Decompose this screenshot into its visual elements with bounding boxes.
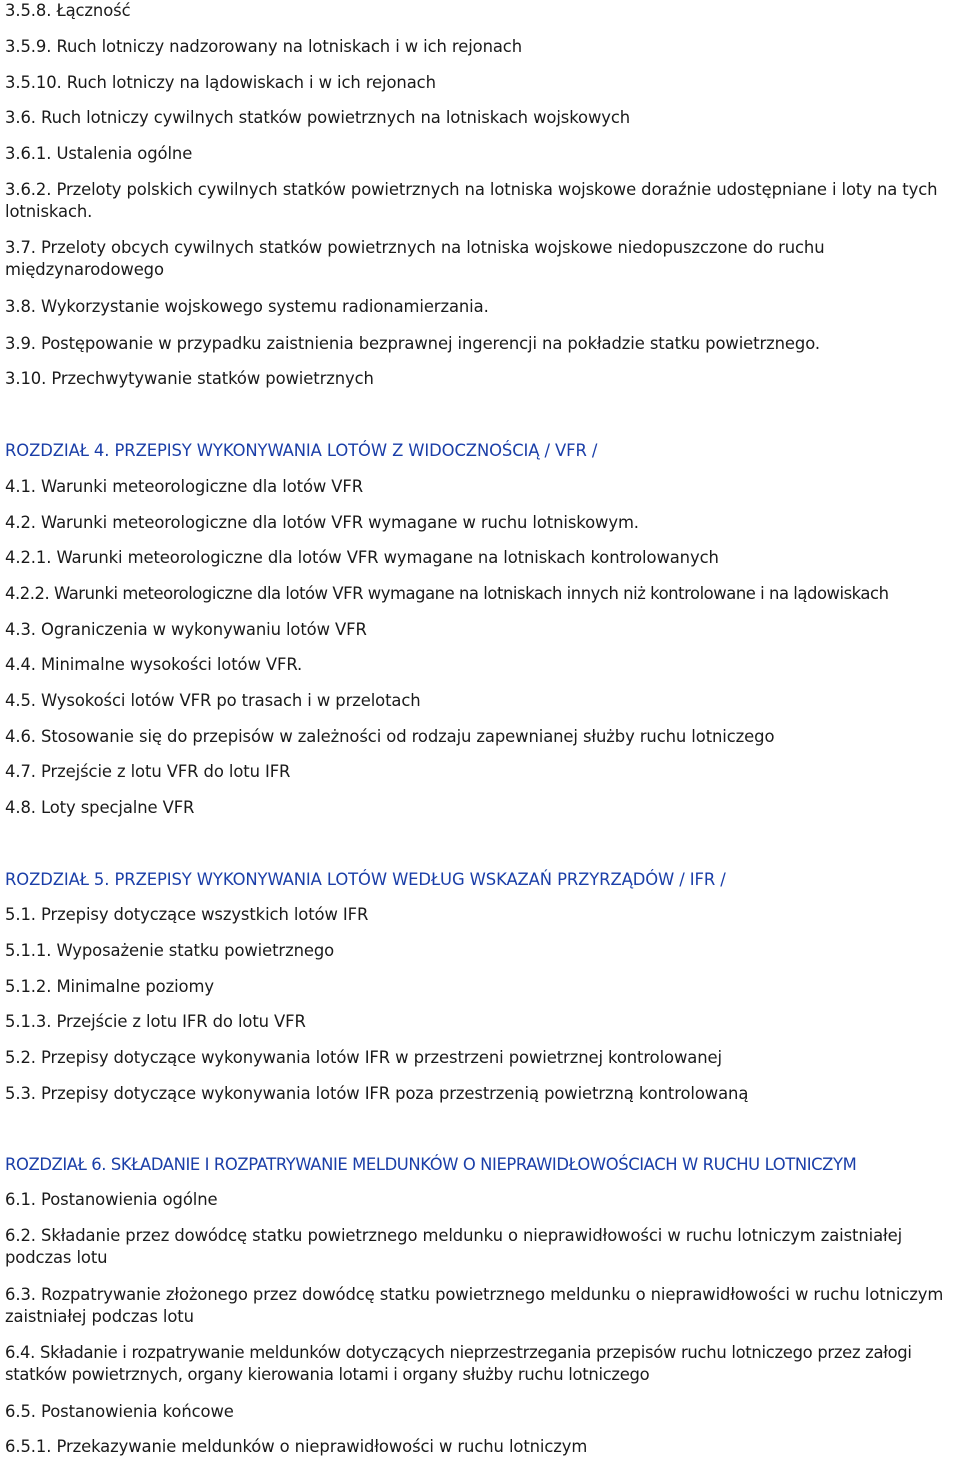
toc-entry-3-5-10 — [5, 72, 436, 94]
toc-entry-3-10 — [5, 368, 374, 390]
toc-entry-4-5 — [5, 690, 421, 712]
entry-title: Przeloty polskich cywilnych statków powietrznych na lotniska wojskowe doraźnie udostępniane i loty na tych lotniskach. — [5, 180, 938, 221]
toc-entry-6-5-1 — [5, 1436, 587, 1458]
entry-title: Wykorzystanie wojskowego systemu radionamierzania. — [41, 297, 489, 316]
entry-title: Wyposażenie statku powietrznego — [56, 941, 335, 960]
toc-entry-4-4 — [5, 654, 302, 676]
chapter-number: ROZDZIAŁ 6. — [5, 1155, 107, 1174]
entry-number: 3.5.8. — [5, 1, 52, 20]
entry-title: Minimalne poziomy — [56, 977, 214, 996]
chapter-number: ROZDZIAŁ 4. — [5, 441, 110, 460]
toc-entry-6-1 — [5, 1189, 218, 1211]
entry-number: 4.2.2. — [5, 584, 50, 603]
toc-entry-4-1 — [5, 476, 363, 498]
toc-entry-5-1-3 — [5, 1011, 306, 1033]
toc-entry-6-5 — [5, 1401, 234, 1423]
entry-number: 3.5.10. — [5, 73, 62, 92]
toc-entry-3-5-9 — [5, 36, 522, 58]
entry-number: 3.10. — [5, 369, 47, 388]
toc-entry-4-2-2 — [5, 583, 889, 605]
toc-entry-5-1-1 — [5, 940, 334, 962]
toc-entry-3-8 — [5, 296, 489, 318]
toc-entry-3-6-1 — [5, 143, 192, 165]
entry-title: Przepisy dotyczące wykonywania lotów IFR poza przestrzenią powietrzną kontrolowaną — [41, 1084, 749, 1103]
entry-number: 5.1.3. — [5, 1012, 52, 1031]
entry-title: Składanie przez dowódcę statku powietrznego meldunku o nieprawidłowości w ruchu lotniczym zaistniałej podczas lotu — [5, 1226, 903, 1267]
entry-number: 4.2.1. — [5, 548, 52, 567]
entry-number: 3.7. — [5, 238, 36, 257]
chapter-title: PRZEPISY WYKONYWANIA LOTÓW Z WIDOCZNOŚCIĄ / VFR / — [114, 441, 598, 460]
chapter-number: ROZDZIAŁ 5. — [5, 870, 110, 889]
entry-title: Stosowanie się do przepisów w zależności od rodzaju zapewnianej służby ruchu lotniczego — [41, 727, 775, 746]
entry-title: Postanowienia ogólne — [41, 1190, 218, 1209]
entry-title: Loty specjalne VFR — [41, 798, 195, 817]
entry-title: Warunki meteorologiczne dla lotów VFR wymagane na lotniskach innych niż kontrolowane i na lądowiskach — [53, 584, 889, 603]
entry-title: Przekazywanie meldunków o nieprawidłowości w ruchu lotniczym — [56, 1437, 588, 1456]
entry-title: Składanie i rozpatrywanie meldunków dotyczących nieprzestrzegania przepisów ruchu lotniczego przez załogi statków powietrznych, organy kierowania lotami i organy służby ruchu lotniczego — [5, 1343, 912, 1384]
entry-number: 5.1. — [5, 905, 36, 924]
chapter-heading-6 — [5, 1154, 856, 1176]
chapter-heading-5 — [5, 869, 726, 891]
toc-entry-4-7 — [5, 761, 290, 783]
entry-title: Ograniczenia w wykonywaniu lotów VFR — [41, 620, 367, 639]
entry-title: Postępowanie w przypadku zaistnienia bezprawnej ingerencji na pokładzie statku powietrznego. — [41, 334, 820, 353]
entry-title: Rozpatrywanie złożonego przez dowódcę statku powietrznego meldunku o nieprawidłowości w ruchu lotniczym zaistniałej podczas lotu — [5, 1285, 944, 1326]
toc-entry-6-4 — [5, 1342, 955, 1386]
entry-number: 6.2. — [5, 1226, 36, 1245]
toc-entry-6-2 — [5, 1225, 955, 1269]
entry-number: 3.9. — [5, 334, 36, 353]
entry-number: 6.4. — [5, 1343, 36, 1362]
chapter-title: PRZEPISY WYKONYWANIA LOTÓW WEDŁUG WSKAZAŃ PRZYRZĄDÓW / IFR / — [114, 870, 726, 889]
entry-number: 4.7. — [5, 762, 36, 781]
entry-title: Przechwytywanie statków powietrznych — [51, 369, 374, 388]
toc-entry-3-6-2 — [5, 179, 955, 223]
entry-number: 4.8. — [5, 798, 36, 817]
toc-entry-3-9 — [5, 333, 820, 355]
entry-number: 5.2. — [5, 1048, 36, 1067]
toc-entry-4-3 — [5, 619, 367, 641]
entry-number: 3.8. — [5, 297, 36, 316]
entry-title: Przepisy dotyczące wszystkich lotów IFR — [41, 905, 369, 924]
entry-number: 3.6.1. — [5, 144, 52, 163]
entry-number: 6.3. — [5, 1285, 36, 1304]
entry-title: Warunki meteorologiczne dla lotów VFR — [41, 477, 364, 496]
entry-title: Ustalenia ogólne — [56, 144, 193, 163]
entry-title: Łączność — [56, 1, 131, 20]
entry-title: Warunki meteorologiczne dla lotów VFR wymagane w ruchu lotniskowym. — [41, 513, 639, 532]
entry-title: Postanowienia końcowe — [41, 1402, 234, 1421]
chapter-title: SKŁADANIE I ROZPATRYWANIE MELDUNKÓW O NIEPRAWIDŁOWOŚCIACH W RUCHU LOTNICZYM — [110, 1155, 857, 1174]
chapter-heading-4 — [5, 440, 597, 462]
entry-number: 4.1. — [5, 477, 36, 496]
toc-entry-4-8 — [5, 797, 194, 819]
entry-number: 4.5. — [5, 691, 36, 710]
toc-entry-4-2 — [5, 512, 639, 534]
entry-title: Wysokości lotów VFR po trasach i w przelotach — [41, 691, 421, 710]
toc-entry-4-6 — [5, 726, 774, 748]
entry-title: Przejście z lotu IFR do lotu VFR — [56, 1012, 306, 1031]
toc-entry-6-3 — [5, 1284, 955, 1328]
entry-title: Przepisy dotyczące wykonywania lotów IFR w przestrzeni powietrznej kontrolowanej — [41, 1048, 722, 1067]
toc-entry-3-5-8 — [5, 0, 131, 22]
entry-number: 5.1.2. — [5, 977, 52, 996]
entry-title: Ruch lotniczy cywilnych statków powietrznych na lotniskach wojskowych — [41, 108, 631, 127]
toc-entry-5-1 — [5, 904, 368, 926]
entry-number: 3.6. — [5, 108, 36, 127]
toc-entry-5-2 — [5, 1047, 722, 1069]
entry-number: 4.6. — [5, 727, 36, 746]
entry-number: 4.3. — [5, 620, 36, 639]
entry-number: 4.2. — [5, 513, 36, 532]
entry-number: 3.5.9. — [5, 37, 52, 56]
entry-title: Ruch lotniczy na lądowiskach i w ich rejonach — [66, 73, 436, 92]
entry-title: Przejście z lotu VFR do lotu IFR — [41, 762, 291, 781]
toc-entry-4-2-1 — [5, 547, 719, 569]
entry-number: 4.4. — [5, 655, 36, 674]
entry-title: Przeloty obcych cywilnych statków powietrznych na lotniska wojskowe niedopuszczone do ruchu międzynarodowego — [5, 238, 825, 279]
toc-entry-5-1-2 — [5, 976, 214, 998]
entry-title: Ruch lotniczy nadzorowany na lotniskach i w ich rejonach — [56, 37, 523, 56]
toc-entry-3-7 — [5, 237, 955, 281]
entry-number: 5.1.1. — [5, 941, 52, 960]
entry-number: 6.5. — [5, 1402, 36, 1421]
entry-number: 6.5.1. — [5, 1437, 52, 1456]
entry-title: Minimalne wysokości lotów VFR. — [41, 655, 303, 674]
entry-number: 3.6.2. — [5, 180, 52, 199]
entry-number: 6.1. — [5, 1190, 36, 1209]
toc-entry-3-6 — [5, 107, 630, 129]
entry-title: Warunki meteorologiczne dla lotów VFR wymagane na lotniskach kontrolowanych — [56, 548, 719, 567]
toc-entry-5-3 — [5, 1083, 748, 1105]
entry-number: 5.3. — [5, 1084, 36, 1103]
